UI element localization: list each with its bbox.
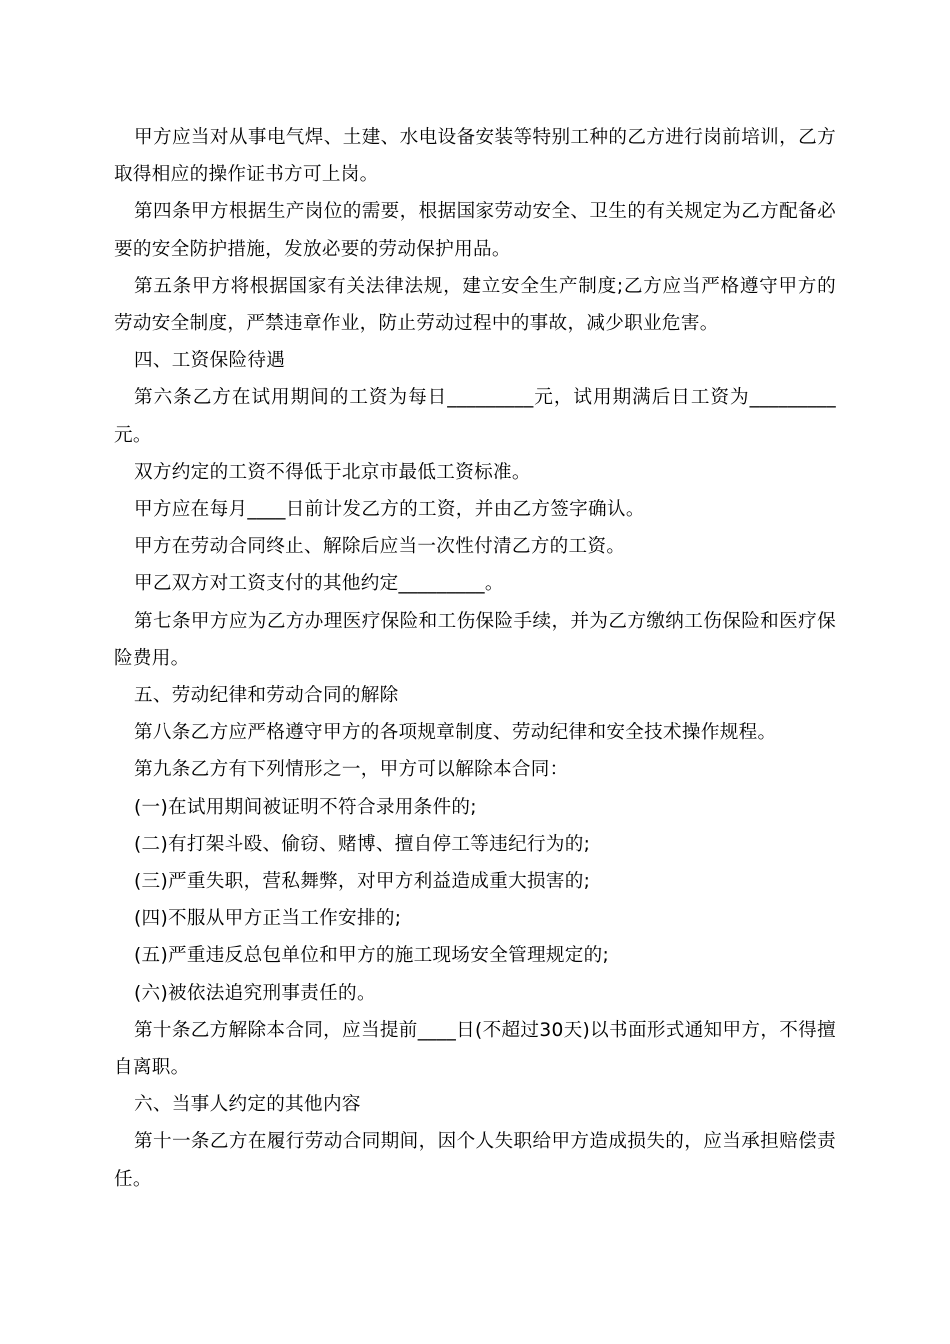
paragraph-pay-day: 甲方应在每月____日前计发乙方的工资，并由乙方签字确认。 — [134, 499, 645, 521]
paragraph-article-10: 第十条乙方解除本合同，应当提前____日(不超过30天)以书面形式通知甲方，不得擅自离职。 — [114, 1019, 836, 1079]
paragraph-other-wage-terms: 甲乙双方对工资支付的其他约定_________。 — [134, 573, 504, 595]
list-item-5: (五)严重违反总包单位和甲方的施工现场安全管理规定的; — [134, 945, 610, 967]
section-heading-discipline: 五、劳动纪律和劳动合同的解除 — [134, 685, 399, 707]
list-item-6: (六)被依法追究刑事责任的。 — [134, 982, 376, 1004]
list-item-4: (四)不服从甲方正当工作安排的; — [134, 908, 402, 930]
list-item-3: (三)严重失职，营私舞弊，对甲方利益造成重大损害的; — [134, 871, 591, 893]
list-item-1: (一)在试用期间被证明不符合录用条件的; — [134, 796, 477, 818]
paragraph-training: 甲方应当对从事电气焊、土建、水电设备安装等特别工种的乙方进行岗前培训，乙方取得相应的操作证书方可上岗。 — [114, 127, 836, 186]
paragraph-final-pay: 甲方在劳动合同终止、解除后应当一次性付清乙方的工资。 — [134, 536, 626, 558]
section-heading-wages: 四、工资保险待遇 — [134, 350, 286, 372]
paragraph-article-5: 第五条甲方将根据国家有关法律法规，建立安全生产制度;乙方应当严格遵守甲方的劳动安全制度，严禁违章作业，防止劳动过程中的事故，减少职业危害。 — [114, 275, 836, 335]
paragraph-article-4: 第四条甲方根据生产岗位的需要，根据国家劳动安全、卫生的有关规定为乙方配备必要的安全防护措施，发放必要的劳动保护用品。 — [114, 201, 836, 260]
list-item-2: (二)有打架斗殴、偷窃、赌博、擅自停工等违纪行为的; — [134, 833, 591, 855]
paragraph-article-11: 第十一条乙方在履行劳动合同期间，因个人失职给甲方造成损失的，应当承担赔偿责任。 — [114, 1131, 836, 1190]
paragraph-article-9: 第九条乙方有下列情形之一，甲方可以解除本合同： — [134, 759, 569, 781]
section-heading-other: 六、当事人约定的其他内容 — [134, 1094, 361, 1116]
paragraph-article-7: 第七条甲方应为乙方办理医疗保险和工伤保险手续，并为乙方缴纳工伤保险和医疗保险费用。 — [114, 610, 836, 669]
paragraph-article-6: 第六条乙方在试用期间的工资为每日_________元，试用期满后日工资为_________元。 — [114, 387, 836, 446]
document-body — [114, 119, 836, 1198]
paragraph-minimum-wage: 双方约定的工资不得低于北京市最低工资标准。 — [134, 461, 531, 483]
paragraph-article-8: 第八条乙方应严格遵守甲方的各项规章制度、劳动纪律和安全技术操作规程。 — [134, 722, 777, 744]
